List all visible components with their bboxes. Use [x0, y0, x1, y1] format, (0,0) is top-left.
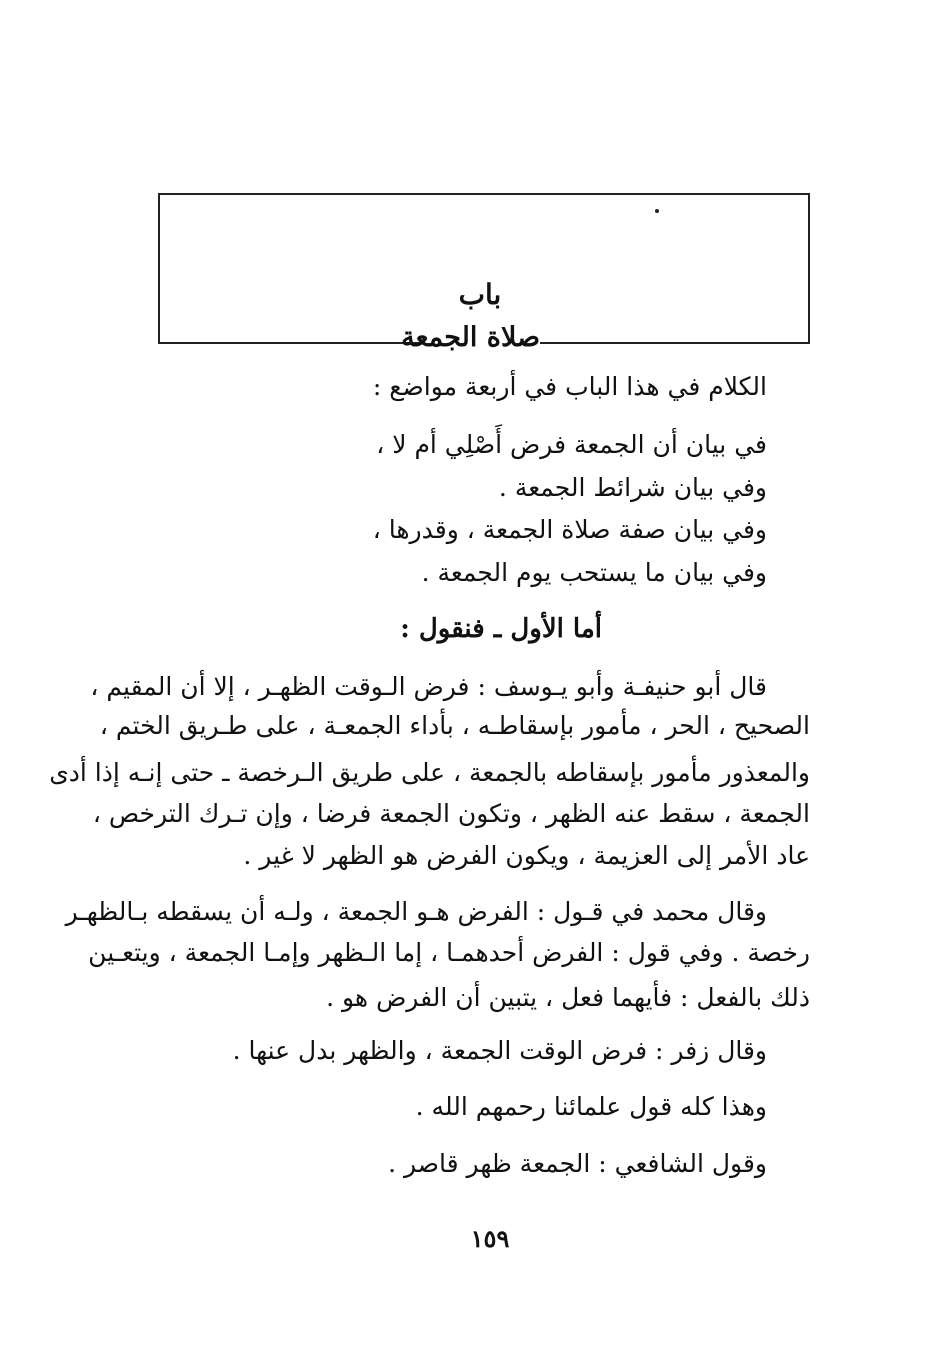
page-number: ١٥٩: [470, 1224, 510, 1253]
chapter-label: باب: [458, 278, 502, 311]
intro-item: وفي بيان ما يستحب يوم الجمعة .: [421, 558, 767, 587]
paragraph1-line: عاد الأمر إلى العزيمة ، ويكون الفرض هو الظهر لا غير .: [243, 841, 810, 870]
paragraph2-line: رخصة . وفي قول : الفرض أحدهمـا ، إما الـظهر وإمـا الجمعة ، ويتعـين: [88, 938, 810, 967]
intro-line: الكلام في هذا الباب في أربعة مواضع :: [372, 372, 767, 401]
paragraph2-line: وقال محمد في قـول : الفرض هـو الجمعة ، ولـه أن يسقطه بـالظهـر: [65, 897, 767, 926]
paragraph2-line: ذلك بالفعل : فأيهما فعل ، يتبين أن الفرض هو .: [326, 983, 810, 1012]
frame-bottom-line-left: [158, 342, 420, 344]
frame-dot: [655, 209, 659, 213]
frame-bottom-line-right: [540, 342, 810, 344]
paragraph1-line: الصحيح ، الحر ، مأمور بإسقاطـه ، بأداء الجمعـة ، على طـريق الختم ،: [99, 711, 810, 740]
paragraph1-line: قال أبو حنيفـة وأبو يـوسف : فرض الـوقت الظهـر ، إلا أن المقيم ،: [90, 672, 767, 701]
closing-line: وهذا كله قول علمائنا رحمهم الله .: [415, 1092, 767, 1121]
chapter-title: صلاة الجمعة: [401, 322, 540, 353]
closing-line: وقال زفر : فرض الوقت الجمعة ، والظهر بدل عنها .: [232, 1036, 767, 1065]
closing-line: وقول الشافعي : الجمعة ظهر قاصر .: [388, 1149, 767, 1178]
intro-item: وفي بيان شرائط الجمعة .: [498, 473, 767, 502]
intro-item: في بيان أن الجمعة فرض أَصْلِي أم لا ،: [376, 430, 767, 459]
paragraph1-line: والمعذور مأمور بإسقاطه بالجمعة ، على طريق الـرخصة ـ حتى إنـه إذا أدى: [49, 758, 810, 787]
paragraph1-line: الجمعة ، سقط عنه الظهر ، وتكون الجمعة فرضا ، وإن تـرك الترخص ،: [92, 799, 810, 828]
section-heading: أما الأول ـ فنقول :: [400, 614, 602, 644]
intro-item: وفي بيان صفة صلاة الجمعة ، وقدرها ،: [372, 515, 767, 544]
